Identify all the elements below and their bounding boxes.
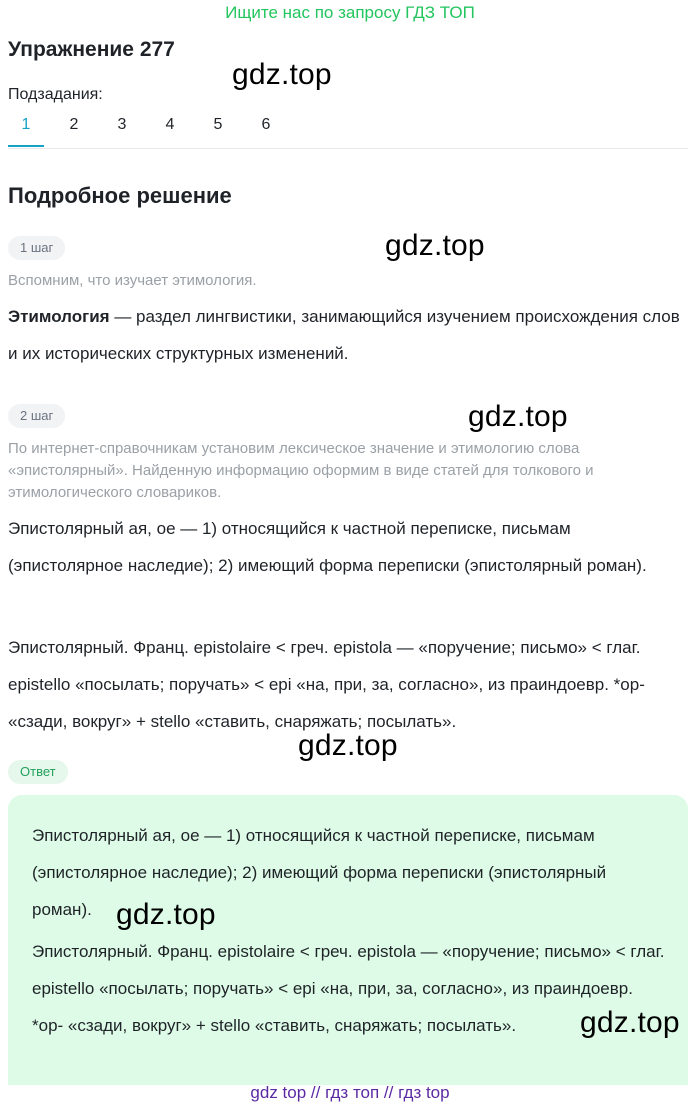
subtask-tabs [8, 116, 688, 149]
tab-6[interactable]: 6 [261, 116, 271, 133]
tab-1[interactable]: 1 [21, 116, 31, 133]
definition-text: — раздел лингвистики, занимающийся изучением происхождения слов и их исторических структурных изменений. [8, 307, 680, 363]
solution-heading: Подробное решение [8, 183, 232, 208]
step-2-paragraph-2: Эпистолярный. Франц. epistolaire < греч. epistola — «поручение; письмо» < глаг. epistello «посылать; поручать» < epi «на, при, за, согласно», из праиндоевр. *op- «сзади, вокруг» + stello «ставить, снаряжать; посылать». [8, 638, 645, 731]
tab-3[interactable]: 3 [117, 116, 127, 133]
answer-badge: Ответ [8, 760, 68, 784]
promo-banner: Ищите нас по запросу ГДЗ ТОП [225, 3, 475, 22]
tab-2[interactable]: 2 [69, 116, 79, 133]
footer-links[interactable]: gdz top // гдз топ // гдз top [250, 1083, 450, 1102]
watermark: gdz.top [385, 229, 485, 262]
term: Этимология [8, 307, 110, 326]
page-title: Упражнение 277 [8, 38, 175, 61]
step-1-hint: Вспомним, что изучает этимология. [8, 272, 257, 289]
step-2-badge: 2 шаг [8, 404, 65, 428]
watermark: gdz.top [468, 400, 568, 433]
answer-paragraph-2: Эпистолярный. Франц. epistolaire < греч. epistola — «поручение; письмо» < глаг. epistello «посылать; поручать» < epi «на, при, за, согласно», из праиндоевр. *op- «сзади, вокруг» + stello «ставить, снаряжать; посылать». [32, 942, 665, 1035]
tab-5[interactable]: 5 [213, 116, 223, 133]
step-2-hint: По интернет-справочникам установим лексическое значение и этимологию слова «эпистолярный». Найденную информацию оформим в виде статей для толкового и этимологического словариков. [8, 440, 594, 501]
step-2-paragraph-1: Эпистолярный ая, ое — 1) относящийся к частной переписке, письмам (эпистолярное наследие); 2) имеющий форма переписки (эпистолярный роман). [8, 519, 647, 575]
answer-paragraph-1: Эпистолярный ая, ое — 1) относящийся к частной переписке, письмам (эпистолярное наследие); 2) имеющий форма переписки (эпистолярный роман). [32, 826, 607, 919]
watermark: gdz.top [116, 898, 216, 931]
watermark: gdz.top [232, 58, 332, 91]
watermark: gdz.top [580, 1006, 680, 1039]
step-1-definition [8, 298, 680, 372]
tab-4[interactable]: 4 [165, 116, 175, 133]
subtasks-label: Подзадания: [8, 86, 103, 103]
watermark: gdz.top [298, 729, 398, 762]
active-tab-indicator [8, 145, 44, 147]
step-1-badge: 1 шаг [8, 236, 65, 260]
